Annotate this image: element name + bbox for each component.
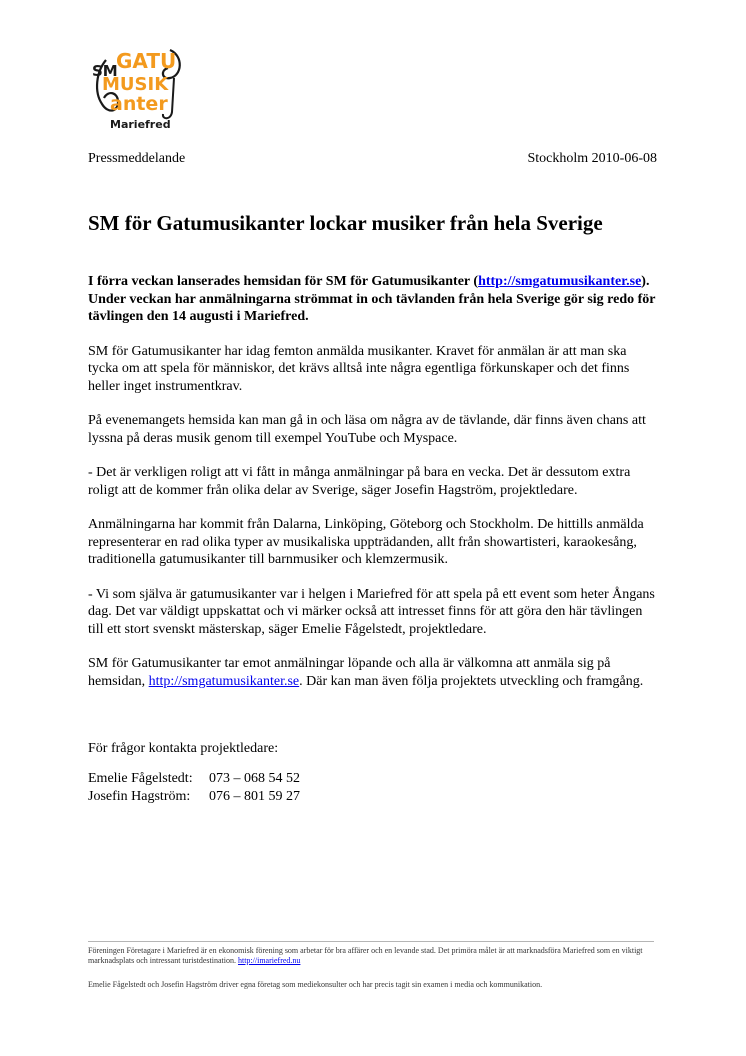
signup-website-link[interactable]: http://smgatumusikanter.se	[148, 673, 300, 689]
footer-association-note	[88, 946, 658, 966]
contact-list	[88, 770, 300, 806]
website-link[interactable]: http://smgatumusikanter.se	[478, 274, 642, 289]
paragraph-website: På evenemangets hemsida kan man gå in och läsa om några av de tävlande, där finns även chans att lyssna på deras musik genom till exempel YouTube och Myspace.	[88, 413, 646, 446]
contact-name: Josefin Hagström:	[88, 789, 191, 804]
signup-text-end: . Där kan man även följa projektets utveckling och framgång.	[299, 673, 644, 689]
doc-type: Pressmeddelande	[88, 151, 186, 166]
press-release-title: SM för Gatumusikanter lockar musiker från hela Sverige	[88, 211, 603, 235]
contact-phone: 073 – 068 54 52	[209, 771, 300, 786]
contact-name: Emelie Fågelstedt:	[88, 771, 193, 786]
treble-clef-logo-icon	[88, 42, 188, 134]
press-release-body	[88, 273, 660, 707]
logo	[88, 42, 188, 134]
place-date: Stockholm 2010-06-08	[527, 151, 657, 166]
lead-text-start: I förra veckan lanserades hemsidan för SM för Gatumusikanter (	[88, 274, 479, 289]
signup-text-start: SM för Gatumusikanter tar emot anmälningar löpande och alla är välkomna att anmäla sig på hemsidan,	[88, 656, 611, 689]
footer-association-text: Föreningen Företagare i Mariefred är en ekonomisk förening som arbetar för bra affärer och en levande stad. Det primöra målet är att marknadsföra Mariefred som en viktigt marknadsplats och intressant turistdestination.	[88, 946, 643, 965]
logo-mariefred-text: Mariefred	[110, 118, 171, 131]
contact-phone: 076 – 801 59 27	[209, 789, 300, 804]
logo-musik-text: MUSIK	[102, 74, 169, 95]
contact-row	[88, 788, 300, 806]
paragraph-quote-josefin: - Det är verkligen roligt att vi fått in många anmälningar på bara en vecka. Det är dessutom extra roligt att de kommer från olika delar av Sverige, säger Josefin Hagström, projektledare.	[88, 465, 631, 498]
contact-intro: För frågor kontakta projektledare:	[88, 741, 279, 756]
paragraph-quote-emelie: - Vi som själva är gatumusikanter var i helgen i Mariefred för att spela på ett event som heter Ångans dag. Det var väldigt uppskattat och vi märker också att intresset finns för att göra den här tävlingen till ett stort svenskt mästerskap, säger Emelie Fågelstedt, projektledare.	[88, 586, 655, 637]
contact-row	[88, 770, 300, 788]
logo-gatu-text: GATU	[116, 49, 177, 73]
paragraph-registrations: SM för Gatumusikanter har idag femton anmälda musikanter. Kravet för anmälan är att man ska tycka om att spela för människor, det krävs alltså inte några egentliga förkunskaper och det finns heller inget instrumentkrav.	[88, 343, 630, 394]
lead-text-end: ). Under veckan har anmälningarna strömmat in och tävlanden från hela Sverige gör sig redo för tävlingen den 14 augusti i Mariefred.	[88, 274, 656, 324]
footer-authors-note: Emelie Fågelstedt och Josefin Hagström driver egna företag som mediekonsulter och har precis tagit sin examen i media och kommunikation.	[88, 980, 543, 989]
paragraph-origins: Anmälningarna har kommit från Dalarna, Linköping, Göteborg och Stockholm. De hittills anmälda representerar en rad olika typer av musikaliska uppträdanden, allt från showartisteri, karaokesång, traditionella gatumusikanter till barnmusiker och klemzermusik.	[88, 517, 644, 567]
logo-sm-text: SM	[92, 62, 118, 80]
footer-divider	[88, 941, 654, 942]
logo-anter-text: anter	[110, 93, 168, 115]
imariefred-link[interactable]: http://imariefred.nu	[237, 956, 301, 965]
paragraph-signup	[88, 655, 660, 690]
lead-paragraph	[88, 273, 660, 326]
